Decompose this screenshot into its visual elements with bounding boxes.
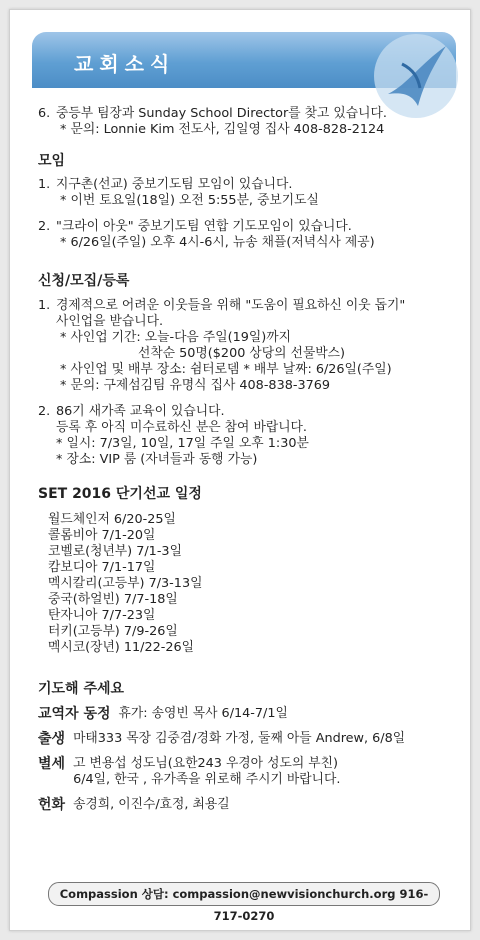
first-come-note: 선착순 50명($200 상당의 선물박스) (138, 346, 346, 361)
meeting-item-2 (38, 219, 458, 235)
bulletin-content (38, 106, 458, 813)
meeting-detail: * 이번 토요일(18일) 오전 5:55분, 중보기도실 (60, 193, 319, 208)
notice-text: 중등부 팀장과 Sunday School Director를 찾고 있습니다. (56, 106, 387, 121)
mission-trip: 캄보디아 7/1-17일 (48, 560, 156, 575)
prayer-item-staff (38, 706, 458, 722)
mission-trip: 멕시코(장년) 11/22-26일 (48, 640, 195, 655)
registration-text: 경제적으로 어려운 이웃들을 위해 "도움이 필요하신 이웃 돕기" (56, 298, 406, 313)
prayer-text: 마태333 목장 김중겸/경화 가정, 둘째 아들 Andrew, 6/8일 (73, 731, 406, 746)
registration-item-1 (38, 298, 458, 314)
set-heading: SET 2016 단기선교 일정 (38, 486, 202, 502)
item-number: 2. (38, 404, 51, 419)
registration-text: 등록 후 아직 미수료하신 분은 참여 바랍니다. (56, 420, 307, 435)
prayer-item-birth (38, 731, 458, 747)
notice-item-6 (38, 106, 458, 122)
prayer-label: 헌화 (38, 797, 66, 813)
item-number: 1. (38, 177, 51, 192)
registration-item-2 (38, 404, 458, 420)
registration-text: 86기 새가족 교육이 있습니다. (56, 404, 225, 419)
prayer-label: 별세 (38, 756, 66, 772)
item-number: 2. (38, 219, 51, 234)
mission-trip: 코벨로(청년부) 7/1-3일 (48, 544, 182, 559)
prayer-item-death (38, 756, 458, 788)
mission-trip: 콜롬비아 7/1-20일 (48, 528, 156, 543)
mission-trip: 멕시칼리(고등부) 7/3-13일 (48, 576, 203, 591)
mission-trip: 월드체인저 6/20-25일 (48, 512, 176, 527)
prayer-text: 휴가: 송영빈 목사 6/14-7/1일 (118, 706, 288, 721)
item-number: 6. (38, 106, 51, 121)
prayer-label: 출생 (38, 731, 66, 747)
signup-contact: * 문의: 구제섬김팀 유명식 집사 408-838-3769 (60, 378, 331, 393)
prayer-text: 고 변용섭 성도님(요한243 우경아 성도의 부친) (73, 756, 338, 771)
compassion-contact-box: Compassion 상담: compassion@newvisionchurch.org 916-717-0270 (48, 882, 440, 906)
mission-trip: 터키(고등부) 7/9-26일 (48, 624, 178, 639)
class-place: * 장소: VIP 룸 (자녀들과 동행 가능) (56, 452, 258, 467)
bulletin-page (9, 9, 471, 931)
prayer-item-flowers (38, 797, 458, 813)
item-number: 1. (38, 298, 51, 313)
prayer-text-block (65, 756, 340, 788)
meeting-text: "크라이 아웃" 중보기도팀 연합 기도모임이 있습니다. (56, 219, 352, 234)
signup-period: * 사인업 기간: 오늘-다음 주일(19일)까지 (60, 330, 291, 345)
prayer-text: 송경희, 이진수/효정, 최용길 (73, 797, 230, 812)
meetings-heading: 모임 (38, 153, 66, 169)
registration-heading: 신청/모집/등록 (38, 273, 130, 289)
prayer-heading: 기도해 주세요 (38, 681, 125, 697)
page-title: 교회소식 (74, 52, 176, 76)
registration-text: 사인업을 받습니다. (56, 314, 164, 329)
meeting-item-1 (38, 177, 458, 193)
mission-list (38, 512, 458, 656)
header-banner (32, 32, 456, 88)
mission-trip: 중국(하얼빈) 7/7-18일 (48, 592, 178, 607)
signup-place: * 사인업 및 배부 장소: 쉼터로뎀 * 배부 날짜: 6/26일(주일) (60, 362, 392, 377)
meeting-detail: * 6/26일(주일) 오후 4시-6시, 뉴송 채플(저녁식사 제공) (60, 235, 375, 250)
prayer-label: 교역자 동정 (38, 706, 111, 722)
class-dates: * 일시: 7/3일, 10일, 17일 주일 오후 1:30분 (56, 436, 309, 451)
prayer-text: 6/4일, 한국 , 유가족을 위로해 주시기 바랍니다. (73, 772, 341, 787)
meeting-text: 지구촌(선교) 중보기도팀 모임이 있습니다. (56, 177, 293, 192)
mission-trip: 탄자니아 7/7-23일 (48, 608, 156, 623)
notice-contact: * 문의: Lonnie Kim 전도사, 김일영 집사 408-828-2124 (60, 122, 385, 137)
